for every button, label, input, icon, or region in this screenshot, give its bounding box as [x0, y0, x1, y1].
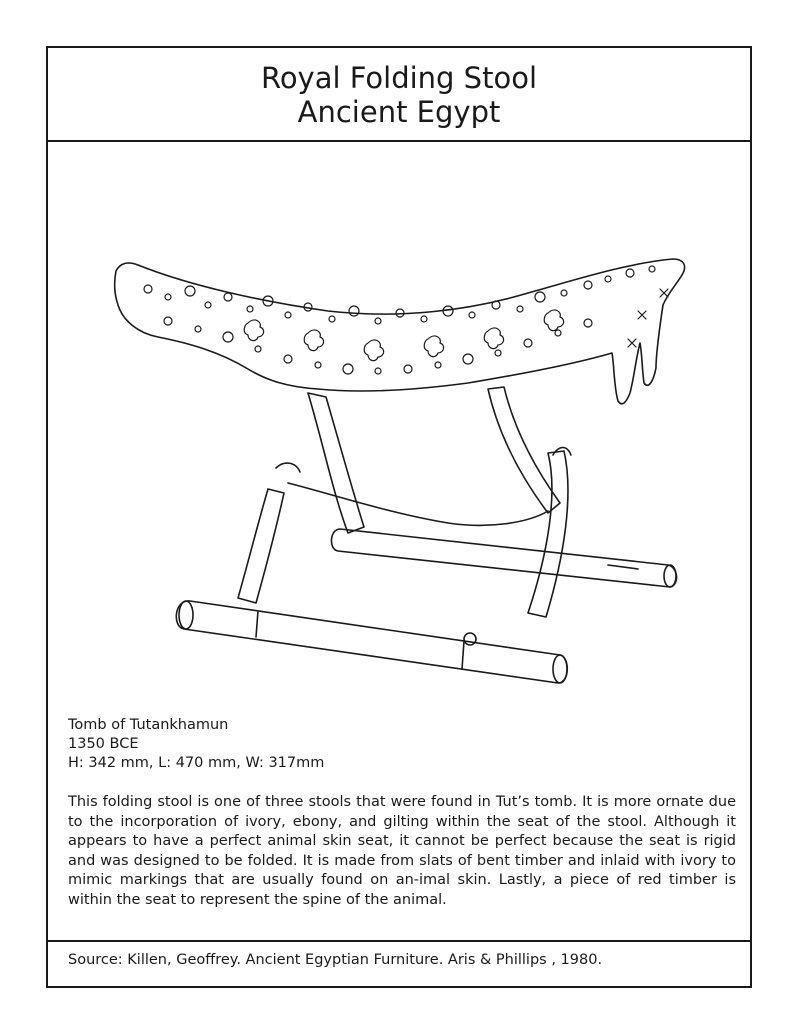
front-rail [176, 601, 567, 683]
page-title-line2: Ancient Egypt [297, 95, 501, 129]
title-box [48, 48, 750, 142]
info-card [46, 46, 752, 988]
source-citation: Source: Killen, Geoffrey. Ancient Egyptian Furniture. Aris & Phillips , 1980. [68, 952, 603, 968]
page-title-line1: Royal Folding Stool [260, 61, 538, 95]
artifact-description: This folding stool is one of three stools that were found in Tut’s tomb. It is more ornate due to the incorporation of ivory, ebony, and gilting within the seat of the stool. Although it appears to have a perfect animal skin seat, it cannot be perfect because the seat is rigid and was designed to be folded. It is made from slats of bent timber and inlaid with ivory to mimic markings that are usually found on an-imal skin. Lastly, a piece of red timber is within the seat to represent the spine of the animal. [68, 794, 736, 908]
artifact-location: Tomb of Tutankhamun [68, 717, 229, 733]
stool-legs [238, 387, 571, 617]
source-box [48, 940, 750, 986]
back-rail [331, 529, 676, 587]
folding-stool-illustration [108, 193, 708, 713]
seat-spots [144, 266, 668, 374]
artifact-dimensions: H: 342 mm, L: 470 mm, W: 317mm [68, 755, 325, 771]
artifact-details [68, 716, 324, 773]
artifact-date: 1350 BCE [68, 736, 139, 752]
